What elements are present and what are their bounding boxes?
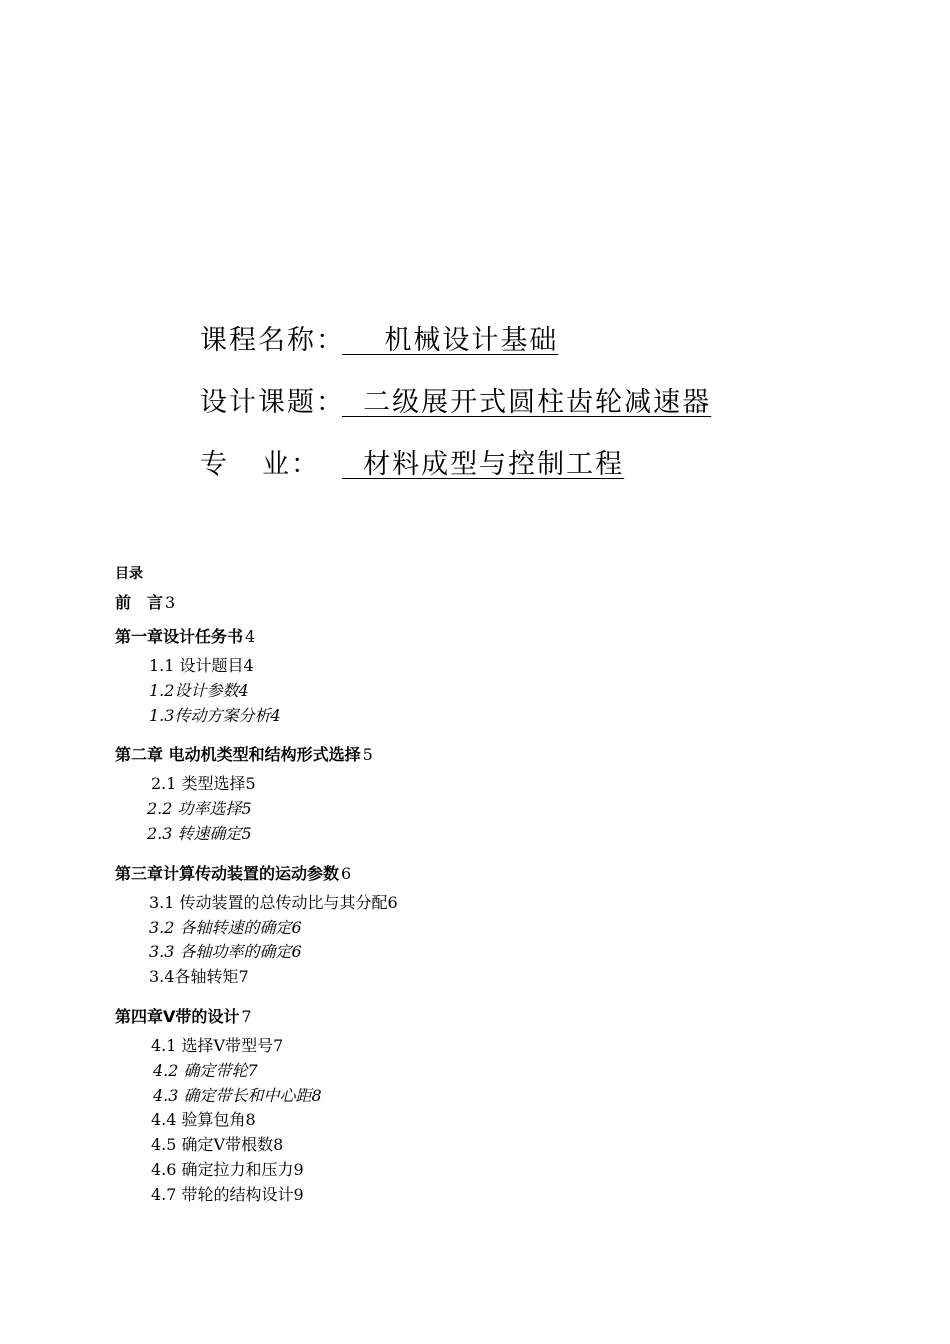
- toc-section-page: 6: [291, 942, 302, 962]
- topic-row: [200, 380, 711, 442]
- major-row: [200, 442, 711, 504]
- toc-section[interactable]: [115, 797, 398, 822]
- toc-section-title: 4.5 确定V带根数: [151, 1135, 274, 1155]
- toc-chapter-title: 第四章V带的设计: [115, 1006, 240, 1026]
- toc-section-page: 7: [247, 1060, 258, 1080]
- toc-section-title: 3.2 各轴转速的确定: [149, 917, 292, 937]
- toc-chapter-title: 第二章 电动机类型和结构形式选择: [115, 745, 361, 765]
- toc-section[interactable]: [115, 965, 398, 990]
- toc-section[interactable]: [115, 891, 398, 916]
- major-label-second: 业：: [262, 449, 320, 480]
- toc-section[interactable]: [115, 940, 398, 965]
- toc-section[interactable]: [115, 1183, 398, 1208]
- toc-section-page: 4: [243, 656, 254, 675]
- toc-section-page: 4: [238, 680, 249, 700]
- toc-section[interactable]: [115, 704, 398, 729]
- toc-section-title: 4.6 确定拉力和压力: [151, 1159, 294, 1179]
- toc-section-page: 9: [293, 1184, 304, 1204]
- toc-preface-text: 前 言: [115, 593, 164, 612]
- toc-section-page: 5: [241, 823, 252, 843]
- toc-section[interactable]: [115, 1133, 398, 1158]
- toc-section-page: 8: [245, 1110, 256, 1130]
- table-of-contents: [115, 562, 398, 1218]
- toc-section-group: [115, 654, 398, 728]
- toc-section-page: 8: [273, 1135, 284, 1155]
- toc-section-title: 4.7 带轮的结构设计: [151, 1184, 294, 1204]
- toc-section-page: 7: [273, 1035, 284, 1055]
- toc-chapter[interactable]: [115, 620, 398, 654]
- toc-section-page: 9: [293, 1159, 304, 1179]
- toc-section[interactable]: [115, 772, 398, 797]
- toc-section-page: 5: [241, 799, 252, 819]
- toc-section-title: 1.3传动方案分析: [149, 705, 271, 725]
- toc-section[interactable]: [115, 1084, 398, 1109]
- toc-section[interactable]: [115, 1059, 398, 1084]
- toc-section-title: 3.3 各轴功率的确定: [149, 942, 292, 962]
- toc-section[interactable]: [115, 654, 398, 679]
- toc-section-title: 3.4各轴转矩: [149, 967, 239, 987]
- toc-chapter-title: 第一章设计任务书: [115, 627, 244, 646]
- toc-section-title: 4.3 确定带长和中心距: [153, 1085, 312, 1105]
- toc-chapter-page: 4: [245, 627, 256, 646]
- major-label: [200, 442, 320, 481]
- course-row: [200, 318, 711, 380]
- toc-section-title: 4.1 选择V带型号: [151, 1035, 274, 1055]
- toc-section-title: 2.1 类型选择: [151, 774, 246, 794]
- toc-section-page: 6: [387, 892, 398, 912]
- toc-section-title: 1.1 设计题目: [149, 656, 244, 675]
- toc-chapter[interactable]: [115, 1000, 398, 1034]
- toc-section[interactable]: [115, 1158, 398, 1183]
- toc-chapter-page: 7: [241, 1006, 252, 1026]
- toc-section[interactable]: [115, 1108, 398, 1133]
- toc-chapter[interactable]: [115, 738, 398, 772]
- toc-section-title: 2.2 功率选择: [147, 799, 242, 819]
- toc-section-group: [115, 891, 398, 990]
- course-label: 课程名称：: [200, 325, 345, 356]
- toc-chapter-title: 第三章计算传动装置的运动参数: [115, 863, 340, 883]
- toc-chapter-page: 6: [341, 863, 352, 883]
- toc-section[interactable]: [115, 1034, 398, 1059]
- toc-preface-page: 3: [165, 593, 176, 612]
- toc-section[interactable]: [115, 822, 398, 847]
- toc-section-title: 1.2设计参数: [149, 680, 239, 700]
- major-value: 材料成型与控制工程: [342, 449, 625, 480]
- toc-section-page: 4: [270, 705, 281, 725]
- toc-section-page: 8: [311, 1085, 322, 1105]
- toc-section-group: [115, 772, 398, 846]
- toc-section-title: 4.4 验算包角: [151, 1110, 246, 1130]
- toc-section-page: 5: [245, 774, 256, 794]
- topic-value: 二级展开式圆柱齿轮减速器: [342, 387, 712, 418]
- toc-section-page: 6: [291, 917, 302, 937]
- topic-label: 设计课题：: [200, 387, 345, 418]
- toc-chapters: [115, 620, 398, 1208]
- toc-section-group: [115, 1034, 398, 1208]
- toc-preface[interactable]: [115, 586, 398, 620]
- toc-title: 目录: [115, 566, 143, 582]
- toc-section-page: 7: [238, 967, 249, 987]
- toc-chapter-page: 5: [362, 745, 373, 765]
- cover-info: [200, 318, 711, 504]
- major-label-first: 专: [200, 449, 229, 480]
- course-value: 机械设计基础: [342, 325, 559, 356]
- toc-chapter[interactable]: [115, 857, 398, 891]
- toc-section-title: 3.1 传动装置的总传动比与其分配: [149, 892, 388, 912]
- toc-section-title: 4.2 确定带轮: [153, 1060, 248, 1080]
- toc-section[interactable]: [115, 916, 398, 941]
- toc-section[interactable]: [115, 679, 398, 704]
- toc-section-title: 2.3 转速确定: [147, 823, 242, 843]
